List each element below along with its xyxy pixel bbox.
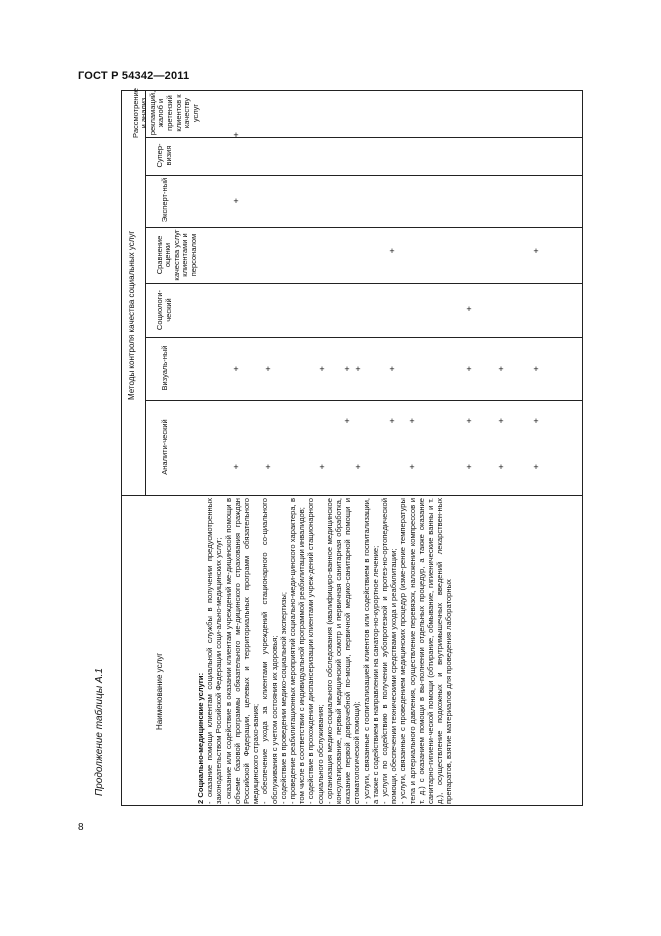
- methods-header-divider: [145, 90, 146, 496]
- method-col-divider-3: [145, 283, 583, 284]
- plus-mark: +: [344, 364, 350, 374]
- method-header-visual: Визуаль-ный: [159, 345, 169, 391]
- service-row: - услуги, связанные с проведением медицинских процедур (изме-рение температуры тела и артериального давления, осуществление перевязок, наложение компрессов и т. д.) с оказанием помощи в вы-полнении отдельных процедур, а также оказание санитарно-гигиени-ческой помощи (обтирание, обмывание, гигиенические ванны и т. д.), осуществление подкожных и внутримышечных введений лекарствен-ных препаратов, взятие материалов для проведения лабораторных: [398, 498, 454, 804]
- service-row: - проведение реабилитационных мероприятий социально-меди-цинского характера, в том числе в соответствии с индивидуальной программой реабилитации инвалидов;: [288, 498, 307, 804]
- plus-mark: +: [466, 462, 472, 472]
- method-col-divider-5: [145, 175, 583, 176]
- table-border-right: [582, 90, 583, 806]
- header-body-divider: [121, 495, 583, 496]
- method-header-analytic: Аналити-ческий: [159, 419, 169, 475]
- plus-mark: +: [233, 130, 239, 140]
- name-col-header: Наименование услуг: [155, 652, 164, 730]
- method-col-divider-2: [145, 337, 583, 338]
- plus-mark: +: [389, 416, 395, 426]
- plus-mark: +: [233, 364, 239, 374]
- plus-mark: +: [265, 462, 271, 472]
- service-row: - оказание или содействие в оказании клиентам учреждений ме-дицинской помощи в объеме базовой программы обязательного ме-дицинского страхования граждан Российской Федерации, целевых и территориальных программ обязательного медицинского страхо-вания;: [223, 498, 261, 804]
- body-col-line-1: [145, 400, 583, 401]
- plus-mark: +: [319, 364, 325, 374]
- service-row: - услуги, связанные с госпитализацией клиентов или содействием в госпитализации, а также с содействием в направлении на санатор-но-курортное лечение;: [361, 498, 380, 804]
- service-row: - обеспечение ухода за клиентами учреждений стационарного со-циального обслуживания с учетом состояния их здоровья;: [260, 498, 279, 804]
- plus-mark: +: [466, 304, 472, 314]
- plus-mark: +: [355, 364, 361, 374]
- plus-mark: +: [389, 364, 395, 374]
- plus-mark: +: [533, 416, 539, 426]
- plus-mark: +: [233, 196, 239, 206]
- plus-mark: +: [498, 462, 504, 472]
- plus-mark: +: [533, 462, 539, 472]
- method-header-expert: Эксперт-ный: [159, 177, 169, 223]
- service-row: - услуги по содействию в получении зубопротезной и протез-но-ортопедической помощи, обеспечении техническими средствами ухода и реабилитации;: [380, 498, 399, 804]
- service-row: - оказание помощи клиентам социальной службы в получении предусмотренных законодательством Российской Федерации соци-ально-медицинских услуг;: [205, 498, 224, 804]
- plus-mark: +: [466, 364, 472, 374]
- service-row: - содействие в прохождении диспансеризации клиентами учреж-дений стационарного социального обслуживания;: [306, 498, 325, 804]
- plus-mark: +: [344, 416, 350, 426]
- method-col-divider-6: [145, 137, 583, 138]
- plus-mark: +: [498, 364, 504, 374]
- method-header-sociological: Социологи-ческий: [155, 289, 173, 331]
- method-header-comparison: Сравнение оценки качества услуг клиентами и персоналом: [154, 229, 198, 281]
- plus-mark: +: [498, 416, 504, 426]
- table-caption: Продолжение таблицы А.1: [94, 668, 105, 796]
- plus-mark: +: [319, 462, 325, 472]
- service-row: - содействие в проведении медико-социальной экспертизы;: [278, 592, 288, 804]
- document-header: ГОСТ Р 54342—2011: [78, 70, 190, 82]
- plus-mark: +: [409, 416, 415, 426]
- plus-mark: +: [409, 462, 415, 472]
- section-title: 2 Социально-медицинские услуги:: [196, 672, 205, 804]
- methods-header: Методы контроля качества социальных услуг: [127, 230, 136, 400]
- table-border-bottom: [121, 805, 583, 806]
- services-text-block: [196, 498, 454, 804]
- plus-mark: +: [389, 246, 395, 256]
- plus-mark: +: [355, 462, 361, 472]
- table-border-left: [121, 90, 122, 806]
- page-number: 8: [78, 822, 84, 833]
- plus-mark: +: [533, 246, 539, 256]
- plus-mark: +: [265, 364, 271, 374]
- method-header-supervision: Супер-визия: [155, 143, 173, 168]
- plus-mark: +: [466, 416, 472, 426]
- method-header-complaints: Рассмотрение и анализ рекламаций, жалоб и претензий клиентов к качеству услуг: [130, 88, 200, 138]
- plus-mark: +: [533, 364, 539, 374]
- method-col-divider-4: [145, 227, 583, 228]
- service-row: - организация медико-социального обследования (квалифициро-ванное медицинское консультирование, первый медицинский осмотр и первичная санитарная обработка, оказание первой доврачебной по-мощи, первичной медико-санитарной помощи и стоматологической помощи);: [324, 498, 362, 804]
- plus-mark: +: [233, 462, 239, 472]
